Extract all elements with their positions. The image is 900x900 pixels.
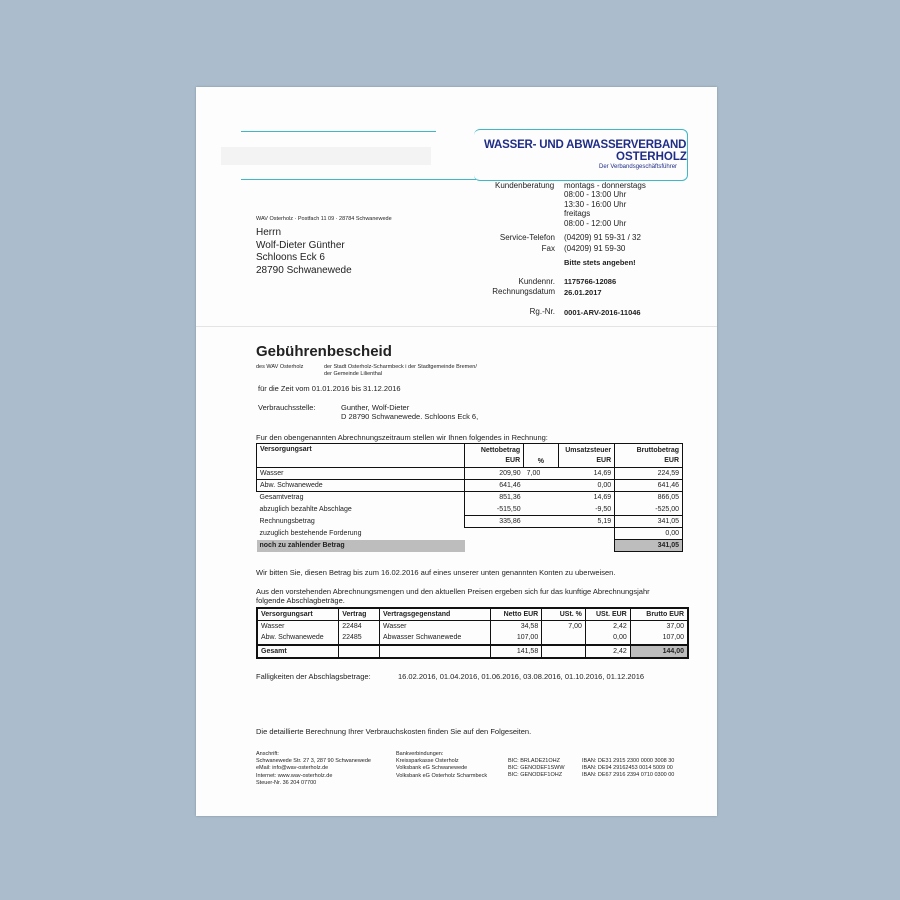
fee-table-header bbox=[257, 444, 683, 468]
kundennr-label: Kundennr. bbox=[518, 277, 555, 286]
recipient-line: Schloons Eck 6 bbox=[256, 252, 325, 263]
rgnr-value: 0001-ARV-2016-11046 bbox=[564, 308, 641, 317]
footer-bic bbox=[508, 758, 565, 780]
cell-pct bbox=[524, 540, 558, 552]
cell-art: noch zu zahlender Betrag bbox=[257, 540, 465, 552]
cell-netto: -515,50 bbox=[465, 504, 524, 516]
cell-ust: 14,69 bbox=[593, 494, 612, 502]
cell: 141,58 bbox=[491, 645, 542, 658]
org-subtitle: Der Verbandsgeschäftsführer bbox=[599, 164, 678, 170]
table-row bbox=[257, 468, 683, 480]
col-header-line: EUR bbox=[505, 456, 521, 464]
col-header: Brutto EUR bbox=[630, 608, 688, 621]
cell-netto: 641,46 bbox=[465, 480, 524, 492]
table-row-total bbox=[257, 645, 688, 658]
footer-line: Schwanewede Str. 27 3, 287 90 Schwanewede bbox=[256, 758, 371, 765]
footer-line: Kreissparkasse Osterholz bbox=[396, 758, 459, 765]
fax-label: Fax bbox=[541, 244, 555, 253]
tel-value: (04209) 91 59-31 / 32 bbox=[564, 233, 641, 242]
cell: 37,00 bbox=[666, 623, 684, 631]
col-header-line: Umsatzsteuer bbox=[565, 446, 612, 454]
reference-note: Bitte stets angeben! bbox=[564, 258, 636, 267]
footer-line: IBAN: DE94 29162453 0014 5009 00 bbox=[582, 765, 673, 772]
cell-pct bbox=[524, 527, 558, 539]
recipient-line: 28790 Schwanewede bbox=[256, 264, 352, 276]
cell: 7,00 bbox=[542, 621, 586, 633]
kundenberatung-label: Kundenberatung bbox=[495, 181, 555, 190]
cell-ust bbox=[558, 527, 615, 539]
hours-line: montags - donnerstags bbox=[564, 181, 646, 190]
col-header bbox=[558, 444, 615, 468]
cell: 2,42 bbox=[585, 645, 630, 658]
cell: 144,00 bbox=[630, 645, 688, 658]
datum-value: 26.01.2017 bbox=[564, 288, 602, 297]
verbrauchsstelle-value bbox=[341, 403, 478, 421]
footer-line: Internet: www.wav-osterholz.de bbox=[256, 772, 333, 779]
title-sub-right bbox=[324, 364, 477, 378]
cell bbox=[542, 645, 586, 658]
footer-line: Volksbank eG Schwanewede bbox=[396, 765, 468, 772]
cell: Wasser bbox=[257, 621, 339, 633]
footer-line: IBAN: DE31 2915 2300 0000 3008 30 bbox=[582, 758, 675, 764]
faded-header-stamp bbox=[221, 147, 431, 165]
cell-pct bbox=[524, 492, 558, 504]
fold-line bbox=[196, 326, 717, 327]
cell-ust: 5,19 bbox=[558, 515, 615, 527]
cell-netto bbox=[465, 540, 524, 552]
col-header: % bbox=[524, 444, 558, 468]
table-row bbox=[257, 621, 688, 633]
faelligkeiten-label: Falligkeiten der Abschlagsbetrage: bbox=[256, 672, 371, 681]
invoice-document bbox=[196, 87, 717, 816]
cell: 34,58 bbox=[491, 621, 542, 633]
vs-line: D 28790 Schwanewede. Schloons Eck 6, bbox=[341, 412, 479, 421]
footer-iban bbox=[582, 758, 674, 780]
cell-brutto: 866,05 bbox=[615, 492, 683, 504]
payment-note: Wir bitten Sie, diesen Betrag bis zum 16.02.2016 auf eines unserer unten genannten Konten zu uberweisen. bbox=[256, 568, 616, 577]
table-row bbox=[257, 515, 683, 527]
footer-line: Anschrift: bbox=[256, 751, 279, 757]
cell-brutto: 0,00 bbox=[615, 527, 683, 539]
cell: 2,42 bbox=[585, 621, 630, 633]
footer-line: eMail: info@wav-osterholz.de bbox=[256, 765, 329, 772]
recipient-line: Herrn bbox=[256, 227, 282, 238]
col-header: Versorgungsart bbox=[257, 608, 339, 621]
cell-pct: 7,00 bbox=[524, 468, 558, 480]
cell-brutto: 641,46 bbox=[615, 480, 683, 492]
table-row bbox=[257, 632, 688, 644]
abschlag-note-line: Aus den vorstehenden Abrechnungsmengen und den aktuellen Preisen ergeben sich fur das kunftige Abrechnungsjahr bbox=[256, 587, 650, 596]
fax-value: (04209) 91 59-30 bbox=[564, 244, 626, 253]
cell: 107,00 bbox=[662, 634, 684, 642]
col-header-line: Nettobetrag bbox=[480, 446, 521, 454]
datum-label: Rechnungsdatum bbox=[492, 287, 555, 296]
cell: 107,00 bbox=[491, 632, 542, 644]
page-title: Gebührenbescheid bbox=[256, 343, 392, 360]
cell-netto: 851,36 bbox=[465, 492, 524, 504]
vs-line: Gunther, Wolf-Dieter bbox=[341, 403, 410, 412]
cell: Abwasser Schwanewede bbox=[380, 632, 491, 644]
hours-line: 13:30 - 16:00 Uhr bbox=[564, 199, 627, 209]
cell-ust bbox=[558, 540, 615, 552]
opening-hours bbox=[564, 181, 646, 228]
verbrauchsstelle-label: Verbrauchsstelle: bbox=[258, 403, 316, 412]
footer-line: BIC: GENODEF1OHZ bbox=[508, 772, 563, 779]
cell-netto: 335,86 bbox=[465, 515, 524, 527]
col-header: Vertrag bbox=[339, 608, 380, 621]
cell-netto: 209,90 bbox=[465, 468, 524, 480]
cell bbox=[380, 645, 491, 658]
tel-label: Service-Telefon bbox=[499, 233, 555, 242]
sender-line: WAV Osterholz · Postfach 11 09 · 28784 Schwanewede bbox=[256, 216, 392, 222]
cell-art: Abw. Schwanewede bbox=[257, 480, 465, 492]
cell: Wasser bbox=[380, 621, 491, 633]
cell-art: abzuglich bezahlte Abschlage bbox=[259, 505, 352, 513]
cell-pct bbox=[524, 515, 558, 527]
cell-art: Wasser bbox=[257, 468, 465, 480]
logo-rule-top bbox=[241, 131, 436, 132]
cell-ust: 0,00 bbox=[558, 480, 615, 492]
faelligkeiten-value: 16.02.2016, 01.04.2016, 01.06.2016, 03.08.2016, 01.10.2016, 01.12.2016 bbox=[398, 672, 645, 681]
footer-line: IBAN: DE67 2916 2394 0710 0300 00 bbox=[582, 772, 675, 779]
hours-line: 08:00 - 12:00 Uhr bbox=[564, 218, 627, 228]
cell-art: Gesamtvetrag bbox=[259, 494, 304, 502]
col-header: USt. % bbox=[542, 608, 586, 621]
col-header: Versorgungsart bbox=[257, 444, 465, 468]
footer-banks bbox=[396, 751, 487, 780]
cell-netto bbox=[465, 527, 524, 539]
cell-ust: 14,69 bbox=[558, 468, 615, 480]
cell bbox=[339, 645, 380, 658]
billing-period: für die Zeit vom 01.01.2016 bis 31.12.2016 bbox=[258, 384, 401, 393]
cell: 22485 bbox=[339, 632, 380, 644]
col-header-line: Bruttobetrag bbox=[636, 446, 679, 454]
cell: Gesamt bbox=[257, 645, 339, 658]
col-header bbox=[615, 444, 683, 468]
cell bbox=[542, 632, 586, 644]
table-row-total bbox=[257, 540, 683, 552]
title-sub-line: der Stadt Osterholz-Scharmbeck i der Stadtgemeinde Bremen/ bbox=[324, 364, 477, 370]
cell: 0,00 bbox=[585, 632, 630, 644]
fee-table bbox=[256, 443, 683, 552]
invoice-intro: Fur den obengenannten Abrechnungszeitraum stellen wir Ihnen folgendes in Rechnung: bbox=[256, 433, 548, 442]
hours-line: freitags bbox=[564, 209, 591, 219]
recipient-address bbox=[256, 227, 352, 277]
col-header: Vertragsgegenstand bbox=[380, 608, 491, 621]
hours-line: 08:00 - 13:00 Uhr bbox=[564, 190, 627, 200]
col-header: Netto EUR bbox=[491, 608, 542, 621]
table-row bbox=[257, 527, 683, 539]
abschlag-table-header bbox=[257, 608, 688, 621]
footer-line: Volksbank eG Osterholz Scharmbeck bbox=[396, 772, 488, 779]
title-sub-line: der Gemeinde Lilienthal bbox=[324, 371, 383, 377]
cell-pct bbox=[524, 504, 558, 516]
logo-rule-bottom bbox=[241, 179, 476, 180]
col-header bbox=[465, 444, 524, 468]
cell: Abw. Schwanewede bbox=[257, 632, 339, 644]
table-row bbox=[257, 480, 683, 492]
footer-line: Steuer-Nr. 36 204 07700 bbox=[256, 779, 317, 786]
title-sub-left: des WAV Osterholz bbox=[256, 364, 304, 370]
abschlag-note-line: folgende Abschlagbeträge. bbox=[256, 596, 345, 605]
detail-note: Die detaillierte Berechnung Ihrer Verbrauchskosten finden Sie auf den Folgeseiten. bbox=[256, 727, 532, 736]
cell-brutto: 224,59 bbox=[615, 468, 683, 480]
cell: 22484 bbox=[339, 621, 380, 633]
col-header-line: EUR bbox=[664, 456, 679, 464]
cell-brutto: 341,05 bbox=[615, 515, 683, 527]
abschlag-note bbox=[256, 587, 650, 605]
cell-art: Rechnungsbetrag bbox=[259, 517, 315, 525]
footer-line: Bankverbindungen: bbox=[396, 751, 444, 757]
org-name-line1: WASSER- UND ABWASSERVERBAND bbox=[484, 139, 687, 151]
footer-address bbox=[256, 751, 371, 787]
footer-line: BIC: GENODEF1SWW bbox=[508, 765, 565, 772]
kundennr-value: 1175766-12086 bbox=[564, 277, 617, 286]
cell-brutto: -525,00 bbox=[615, 504, 683, 516]
cell-ust: -9,50 bbox=[558, 504, 615, 516]
table-row bbox=[257, 492, 683, 504]
abschlag-table bbox=[256, 607, 689, 659]
footer-line: BIC: BRLADE21OHZ bbox=[508, 758, 560, 764]
cell-pct bbox=[524, 480, 558, 492]
cell-art: zuzuglich bestehende Forderung bbox=[259, 530, 362, 538]
col-header-line: EUR bbox=[596, 456, 612, 464]
rgnr-label: Rg.-Nr. bbox=[529, 307, 555, 316]
org-name-line2: OSTERHOLZ bbox=[616, 151, 687, 163]
cell-brutto: 341,05 bbox=[615, 540, 683, 552]
col-header: USt. EUR bbox=[585, 608, 630, 621]
recipient-line: Wolf-Dieter Günther bbox=[256, 239, 345, 251]
table-row bbox=[257, 504, 683, 516]
